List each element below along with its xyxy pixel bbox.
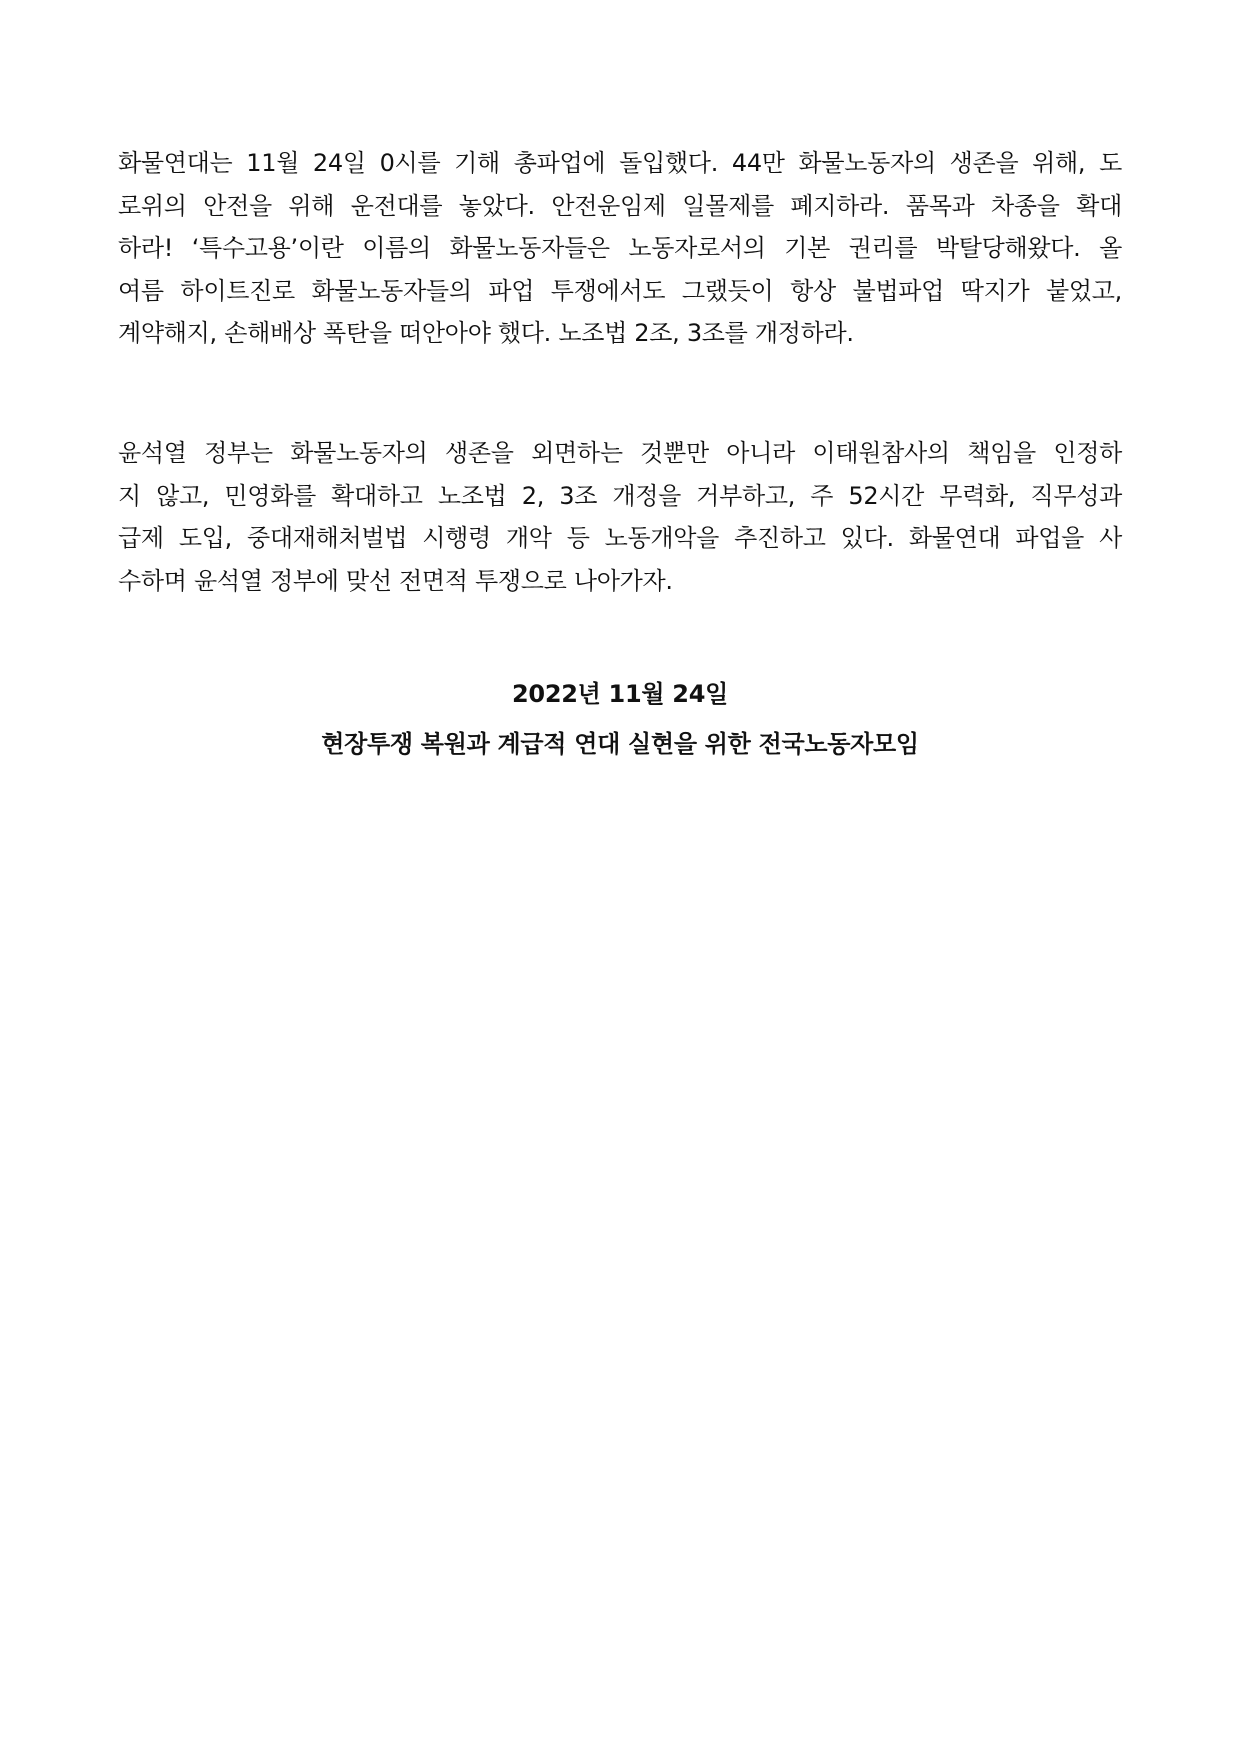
paragraph-line: 로위의 안전을 위해 운전대를 놓았다. 안전운임제 일몰제를 폐지하라. 품목과 차종을 확대 <box>118 191 1122 220</box>
paragraph-line: 수하며 윤석열 정부에 맞선 전면적 투쟁으로 나아가자. <box>118 566 673 595</box>
signature-organization: 현장투쟁 복원과 계급적 연대 실현을 위한 전국노동자모임 <box>321 730 919 758</box>
statement-paragraph-2 <box>118 432 1122 602</box>
paragraph-line: 윤석열 정부는 화물노동자의 생존을 외면하는 것뿐만 아니라 이태원참사의 책임을 인정하 <box>118 439 1122 467</box>
paragraph-line: 화물연대는 11월 24일 0시를 기해 총파업에 돌입했다. 44만 화물노동자의 생존을 위해, 도 <box>118 149 1122 177</box>
paragraph-line: 지 않고, 민영화를 확대하고 노조법 2, 3조 개정을 거부하고, 주 52시간 무력화, 직무성과 <box>118 481 1122 510</box>
statement-paragraph-1 <box>118 142 1122 355</box>
paragraph-line: 여름 하이트진로 화물노동자들의 파업 투쟁에서도 그랬듯이 항상 불법파업 딱지가 붙었고, <box>118 276 1122 305</box>
paragraph-line: 급제 도입, 중대재해처벌법 시행령 개악 등 노동개악을 추진하고 있다. 화물연대 파업을 사 <box>118 524 1122 552</box>
signature-date: 2022년 11월 24일 <box>512 680 728 708</box>
paragraph-line: 하라! ‘특수고용’이란 이름의 화물노동자들은 노동자로서의 기본 권리를 박탈당해왔다. 올 <box>118 234 1122 262</box>
paragraph-line: 계약해지, 손해배상 폭탄을 떠안아야 했다. 노조법 2조, 3조를 개정하라. <box>118 319 854 347</box>
